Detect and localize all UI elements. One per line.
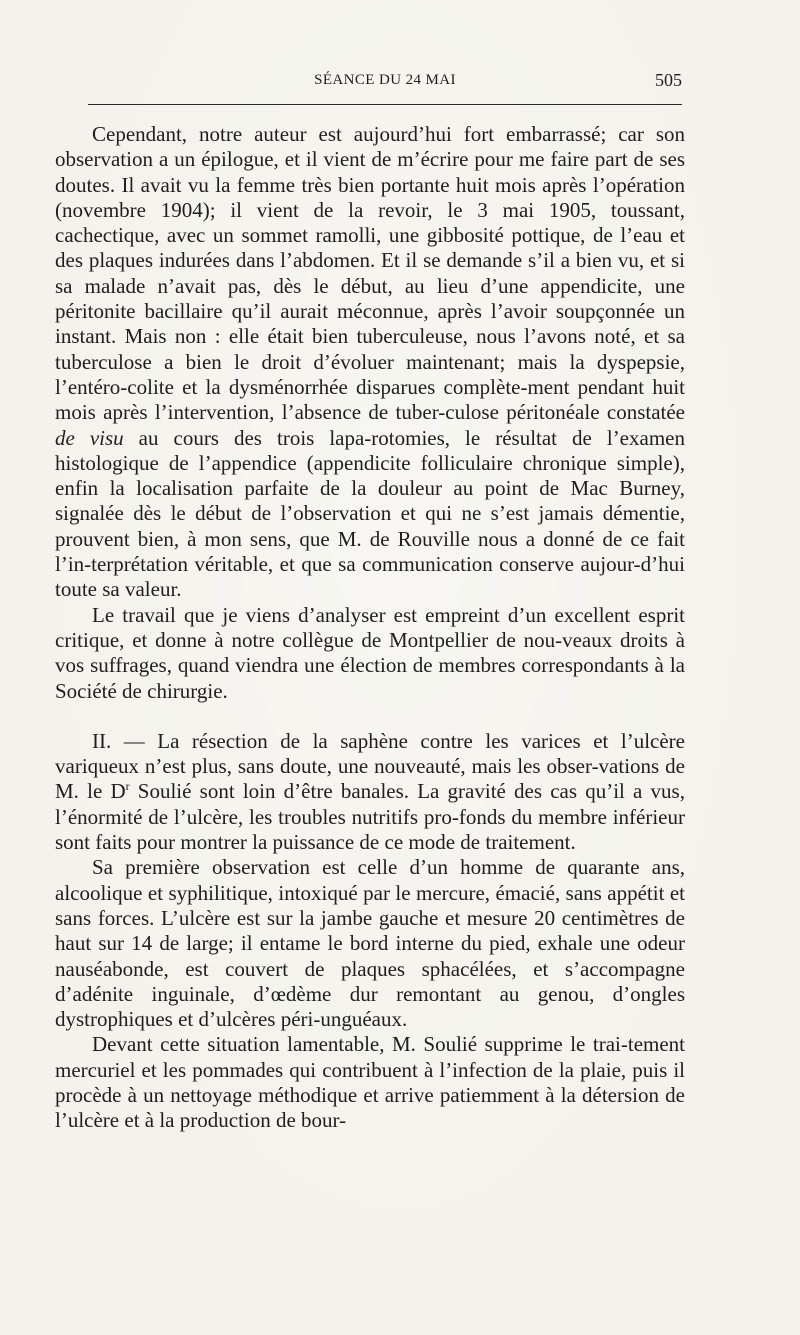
page-number: 505 [655,70,682,90]
paragraph-section-ii [55,729,685,855]
body-text [55,122,685,1134]
header-rule [88,104,682,105]
superscript-r: r [125,779,130,794]
paragraph-3-part-a: II. — La résection de la saphène contre les varices et l’ulcère variqueux n’est plus, sans doute, une nouveauté, mais les obser-vations de M. le D [55,728,685,804]
paragraph-4: Sa première observation est celle d’un homme de quarante ans, alcoolique et syphilitique, intoxiqué par le mercure, émacié, sans appétit et sans forces. L’ulcère est sur la jambe gauche et mesure 20 centimètres de haut sur 14 de large; il entame le bord interne du pied, exhale une odeur nauséabonde, est couvert de plaques sphacélées, et s’accompagne d’adénite inguinale, d’œdème dur remontant au genou, d’ongles dystrophiques et d’ulcères péri-unguéaux. [55,855,685,1032]
paragraph-1-part-a: Cependant, notre auteur est aujourd’hui fort embarrassé; car son observation a un épilogue, et il vient de m’écrire pour me faire part de ses doutes. Il avait vu la femme très bien portante huit mois après l’opération (novembre 1904); il vient de la revoir, le 3 mai 1905, toussant, cachectique, avec un sommet ramolli, une gibbosité pottique, de l’eau et des plaques indurées dans l’abdomen. Et il se demande s’il a bien vu, et si sa malade n’avait pas, dès le début, au lieu d’une appendicite, une péritonite bacillaire qu’il aurait méconnue, après l’avoir soupçonnée un instant. Mais non : elle était bien tuberculeuse, nous l’avons noté, et sa tuberculose a bien le droit d’évoluer maintenant; mais la dyspepsie, l’entéro-colite et la dysménorrhée disparues complète-ment pendant huit mois après l’intervention, l’absence de tuber-culose péritonéale constatée [55,122,685,425]
paragraph-3-part-b: Soulié sont loin d’être banales. La gravité des cas qu’il a vus, l’énormité de l’ulcère, les troubles nutritifs pro-fonds du membre inférieur sont faits pour montrer la puissance de ce mode de traitement. [55,779,685,855]
paragraph-continuation [55,122,685,603]
paragraph-5: Devant cette situation lamentable, M. Soulié supprime le trai-tement mercuriel et les pommades qui contribuent à l’infection de la plaie, puis il procède à un nettoyage méthodique et arrive patiemment à la détersion de l’ulcère et à la production de bour- [55,1032,685,1133]
running-head [88,70,682,92]
paragraph-2: Le travail que je viens d’analyser est empreint d’un excellent esprit critique, et donne à notre collègue de Montpellier de nou-veaux droits à vos suffrages, quand viendra une élection de membres correspondants à la Société de chirurgie. [55,602,685,703]
paragraph-1-part-b: au cours des trois lapa-rotomies, le résultat de l’examen histologique de l’appendice (appendicite folliculaire chronique simple), enfin la localisation parfaite de la douleur au point de Mac Burney, signalée dès le début de l’observation et qui ne s’est jamais démentie, prouvent bien, à mon sens, que M. de Rouville nous a donné de ce fait l’in-terprétation véritable, et que sa communication conserve aujour-d’hui toute sa valeur. [55,425,685,602]
running-title: SÉANCE DU 24 MAI [314,72,456,88]
italic-de-visu: de visu [55,425,124,450]
